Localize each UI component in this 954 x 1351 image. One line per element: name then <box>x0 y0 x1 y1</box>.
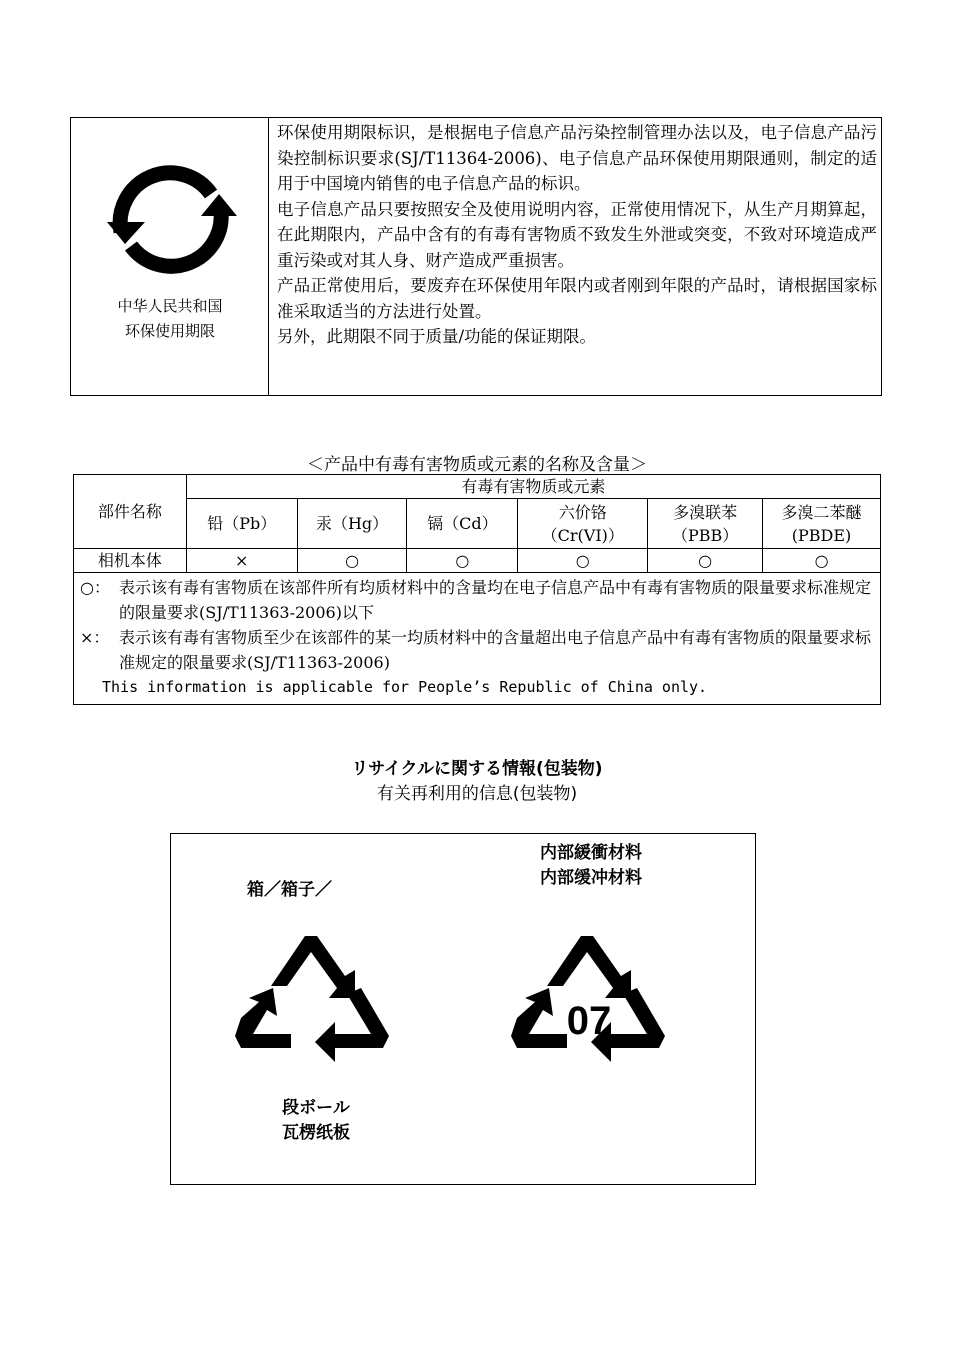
note-cross-text: 表示该有毒有害物质至少在该部件的某一均质材料中的含量超出电子信息产品中有毒有害物质的限量要求标准规定的限量要求(SJ/T11363-2006) <box>119 628 872 672</box>
env-caption-line2: 环保使用期限 <box>124 322 215 340</box>
value-cell-pbde: ○ <box>763 549 881 573</box>
column-cd-label: 镉（Cd） <box>427 514 498 533</box>
env-logo-caption <box>71 294 269 344</box>
cushion-labels <box>529 841 653 891</box>
column-hg-label: 汞（Hg） <box>315 514 389 533</box>
cushion-label-jp: 内部緩衝材料 <box>540 843 642 863</box>
column-header-pbb <box>648 499 763 549</box>
recycling-title-jp: リサイクルに関する情報(包装物) <box>351 759 603 779</box>
note-cross-mark: ×： <box>80 628 110 647</box>
cushion-recycle-07-icon <box>509 932 667 1092</box>
column-header-pb <box>186 499 297 549</box>
env-paragraph-4: 另外，此期限不同于质量/功能的保证期限。 <box>277 327 597 346</box>
note-circle-text: 表示该有毒有害物质在该部件所有均质材料中的含量均在电子信息产品中有毒有害物质的限量要求标准规定的限量要求(SJ/T11363-2006)以下 <box>119 578 872 622</box>
note-cross <box>80 625 874 675</box>
env-paragraph-3: 产品正常使用后，要废弃在环保使用年限内或者刚到年限的产品时，请根据国家标准采取适当的方法进行处置。 <box>277 276 877 321</box>
column-cr6-label: 六价铬 <box>558 502 607 522</box>
note-circle <box>80 575 874 625</box>
env-logo-cell <box>71 118 269 395</box>
cardboard-label-jp: 段ボール <box>282 1098 350 1118</box>
cardboard-labels <box>261 1096 371 1146</box>
value-cell-pbb: ○ <box>648 549 763 573</box>
env-period-box <box>70 117 882 396</box>
env-paragraph-1: 环保使用期限标识，是根据电子信息产品污染控制管理办法以及，电子信息产品污染控制标识要求(SJ/T11364-2006)、电子信息产品环保使用期限通则，制定的适用于中国境内销售的电子信息产品的标识。 <box>277 123 877 193</box>
box-label: 箱／箱子／ <box>247 880 332 900</box>
value-cell-cr6: ○ <box>518 549 648 573</box>
value-cell-hg: ○ <box>297 549 407 573</box>
column-pbb-symbol: （PBB） <box>672 525 739 545</box>
hazard-table <box>73 474 881 705</box>
env-caption-line1: 中华人民共和国 <box>117 297 223 315</box>
cushion-label-cn: 内部缓冲材料 <box>540 868 642 888</box>
column-header-hg <box>297 499 407 549</box>
env-description <box>277 120 877 350</box>
part-name-header: 部件名称 <box>74 475 187 549</box>
note-circle-mark: ○： <box>80 578 110 597</box>
cardboard-label-cn: 瓦楞纸板 <box>282 1123 350 1143</box>
column-pb-label: 铅（Pb） <box>207 514 277 533</box>
hazard-table-title: ＜产品中有毒有害物质或元素的名称及含量＞ <box>307 455 647 475</box>
china-only-notice: This information is applicable for People’s Republic of China only. <box>102 678 708 696</box>
column-cr6-symbol: （Cr(VI)） <box>541 525 624 545</box>
column-pbde-label: 多溴二苯醚 <box>781 502 862 522</box>
recycling-box <box>170 833 756 1185</box>
recycling-title <box>0 757 954 807</box>
column-header-cr6 <box>518 499 648 549</box>
column-header-cd <box>407 499 518 549</box>
cardboard-recycle-icon <box>233 932 391 1092</box>
part-name-cell: 相机本体 <box>74 549 187 573</box>
resin-code-text: 07 <box>566 999 612 1043</box>
column-header-pbde <box>763 499 881 549</box>
column-pbde-symbol: (PBDE) <box>791 525 852 545</box>
value-cell-pb: × <box>186 549 297 573</box>
substance-group-header: 有毒有害物质或元素 <box>186 475 880 499</box>
table-row <box>74 549 881 573</box>
value-cell-cd: ○ <box>407 549 518 573</box>
column-pbb-label: 多溴联苯 <box>673 502 738 522</box>
env-paragraph-2: 电子信息产品只要按照安全及使用说明内容，正常使用情况下，从生产月期算起，在此期限内，产品中含有的有毒有害物质不致发生外泄或突变，不致对环境造成严重污染或对其人身、财产造成严重损害。 <box>277 199 877 270</box>
recycling-title-cn: 有关再利用的信息(包装物) <box>376 784 578 804</box>
table-notes <box>74 573 881 705</box>
env-period-circular-arrows-icon <box>105 160 237 280</box>
